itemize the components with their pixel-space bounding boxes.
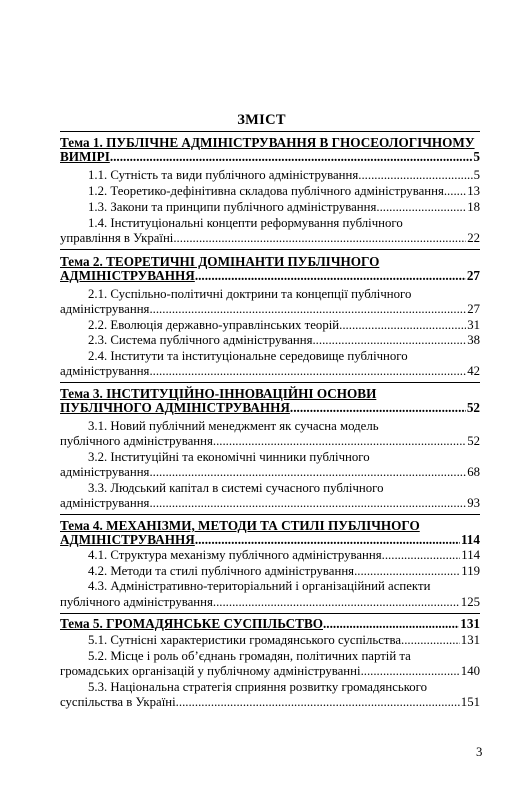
toc-entry-5-1 <box>88 632 480 648</box>
toc-entry-2-4 <box>88 348 480 364</box>
dot-leader <box>323 617 459 631</box>
entry-title: 5.1. Сутнісні характеристики громадянського суспільства <box>88 633 402 647</box>
toc-entry-3-1 <box>88 418 480 434</box>
entry-title: 4.1. Структура механізму публічного адміністрування <box>88 548 382 562</box>
toc-entry-2-3 <box>88 332 480 348</box>
page-number: 42 <box>467 364 480 378</box>
topic-divider <box>60 613 480 614</box>
page-number: 151 <box>460 695 480 709</box>
dot-leader <box>290 401 466 415</box>
page-number: 52 <box>466 400 480 415</box>
dot-leader <box>339 317 466 333</box>
topic-divider <box>60 131 480 132</box>
page-number: 119 <box>461 564 480 578</box>
page-number: 27 <box>466 268 480 283</box>
topic-divider <box>60 514 480 515</box>
topic-title-line-with-page <box>60 150 480 164</box>
dot-leader <box>149 464 466 480</box>
toc-entry-5-2 <box>88 648 480 664</box>
entry-title: 1.4. Інституціональні концепти реформування публічного <box>88 216 403 230</box>
page-number: 52 <box>467 434 480 448</box>
page-number: 114 <box>460 532 480 547</box>
entry-title-continuation: адміністрування <box>60 302 150 316</box>
page-number: 18 <box>467 200 480 214</box>
toc-entry-1-3 <box>88 199 480 215</box>
toc-entry-2-2 <box>88 317 480 333</box>
dot-leader <box>176 694 460 710</box>
page-number: 125 <box>460 595 480 609</box>
dot-leader <box>195 533 460 547</box>
page-number: 68 <box>467 465 480 479</box>
toc-entry-5-2-cont <box>60 663 480 679</box>
toc-entry-3-1-cont <box>60 433 480 449</box>
toc-entry-5-3-cont <box>60 694 480 710</box>
topic-title-continuation: АДМІНІСТРУВАННЯ <box>60 268 195 283</box>
footer-page-number: 3 <box>476 745 483 759</box>
page-number: 27 <box>467 302 480 316</box>
entry-title: 1.3. Закони та принципи публічного адміністрування <box>88 200 377 214</box>
entry-title-continuation: суспільства в Україні <box>60 695 176 709</box>
toc-entry-1-4-cont <box>60 230 480 246</box>
entry-title: 5.2. Місце і роль об’єднань громадян, політичних партій та <box>88 649 411 663</box>
toc-entry-2-4-cont <box>60 363 480 379</box>
entry-title-continuation: адміністрування <box>60 465 150 479</box>
entry-title: 3.1. Новий публічний менеджмент як сучасна модель <box>88 419 379 433</box>
dot-leader <box>382 547 461 563</box>
topic-3-heading <box>60 387 480 415</box>
dot-leader <box>354 563 460 579</box>
entry-title-continuation: громадських організацій у публічному адмініструванні <box>60 664 361 678</box>
topic-title-continuation: ВИМІРІ <box>60 149 110 164</box>
page-number: 5 <box>473 168 480 182</box>
toc-entry-3-2-cont <box>60 464 480 480</box>
page-number: 140 <box>460 664 480 678</box>
page-number: 131 <box>460 633 480 647</box>
dot-leader <box>376 199 466 215</box>
topic-divider <box>60 382 480 383</box>
entry-title: 3.3. Людський капітал в системі сучасного публічного <box>88 481 384 495</box>
page-number: 31 <box>467 318 480 332</box>
dot-leader <box>110 150 473 164</box>
dot-leader <box>312 332 466 348</box>
dot-leader <box>401 632 460 648</box>
toc-entry-3-2 <box>88 449 480 465</box>
page-title: ЗМІСТ <box>237 112 286 128</box>
toc-entry-3-3-cont <box>60 495 480 511</box>
page-number: 131 <box>460 616 480 631</box>
dot-leader <box>173 230 466 246</box>
entry-title: 2.4. Інститути та інституціональне середовище публічного <box>88 349 408 363</box>
topic-title-line: Тема 3. ІНСТИТУЦІЙНО-ІННОВАЦІЙНІ ОСНОВИ <box>60 386 377 401</box>
entry-title-continuation: адміністрування <box>60 496 150 510</box>
toc-entry-1-4 <box>88 215 480 231</box>
topic-title-line: Тема 1. ПУБЛІЧНЕ АДМІНІСТРУВАННЯ В ГНОСЕОЛОГІЧНОМУ <box>60 135 475 150</box>
entry-title-continuation: публічного адміністрування <box>60 434 213 448</box>
entry-title: 2.2. Еволюція державно-управлінських теорій <box>88 318 340 332</box>
dot-leader <box>213 433 466 449</box>
toc-entry-5-3 <box>88 679 480 695</box>
page-number: 5 <box>473 149 480 164</box>
page-number: 114 <box>461 548 480 562</box>
dot-leader <box>149 301 466 317</box>
dot-leader <box>444 183 466 199</box>
page-number: 38 <box>467 333 480 347</box>
entry-title: 3.2. Інституційні та економічні чинники публічного <box>88 450 370 464</box>
entry-title-continuation: публічного адміністрування <box>60 595 213 609</box>
dot-leader <box>361 663 460 679</box>
page-number: 93 <box>467 496 480 510</box>
dot-leader <box>195 269 466 283</box>
topic-title-line: Тема 5. ГРОМАДЯНСЬКЕ СУСПІЛЬСТВО <box>60 616 323 631</box>
entry-title: 5.3. Національна стратегія сприяння розвитку громадянського <box>88 680 428 694</box>
toc-entry-4-3 <box>88 578 480 594</box>
dot-leader <box>213 594 460 610</box>
toc-entry-2-1 <box>88 286 480 302</box>
topic-2-heading <box>60 255 480 283</box>
topic-1-heading <box>60 136 480 164</box>
entry-title: 4.2. Методи та стилі публічного адміністрування <box>88 564 355 578</box>
toc-entry-3-3 <box>88 480 480 496</box>
dot-leader <box>358 167 472 183</box>
dot-leader <box>149 495 466 511</box>
toc-entry-4-2 <box>88 563 480 579</box>
topic-5-heading <box>60 617 480 631</box>
toc-entry-1-1 <box>88 167 480 183</box>
toc-entry-2-1-cont <box>60 301 480 317</box>
page-number: 13 <box>467 184 480 198</box>
entry-title: 1.1. Сутність та види публічного адміністрування <box>88 168 359 182</box>
entry-title-continuation: адміністрування <box>60 364 150 378</box>
topic-title-line: Тема 4. МЕХАНІЗМИ, МЕТОДИ ТА СТИЛІ ПУБЛІЧНОГО <box>60 518 420 533</box>
topic-title-continuation: АДМІНІСТРУВАННЯ <box>60 532 195 547</box>
toc-entry-4-1 <box>88 547 480 563</box>
topic-divider <box>60 249 480 250</box>
toc-entry-4-3-cont <box>60 594 480 610</box>
dot-leader <box>149 363 466 379</box>
page-number: 22 <box>467 231 480 245</box>
topic-4-heading <box>60 519 480 547</box>
entry-title: 2.1. Суспільно-політичні доктрини та концепції публічного <box>88 287 412 301</box>
entry-title: 2.3. Система публічного адміністрування <box>88 333 313 347</box>
entry-title: 1.2. Теоретико-дефінітивна складова публічного адміністрування <box>88 184 444 198</box>
entry-title: 4.3. Адміністративно-територіальний і організаційний аспекти <box>88 579 431 593</box>
toc-entry-1-2 <box>88 183 480 199</box>
topic-title-continuation: ПУБЛІЧНОГО АДМІНІСТРУВАННЯ <box>60 400 290 415</box>
entry-title-continuation: управління в Україні <box>60 231 174 245</box>
topic-title-line: Тема 2. ТЕОРЕТИЧНІ ДОМІНАНТИ ПУБЛІЧНОГО <box>60 254 380 269</box>
